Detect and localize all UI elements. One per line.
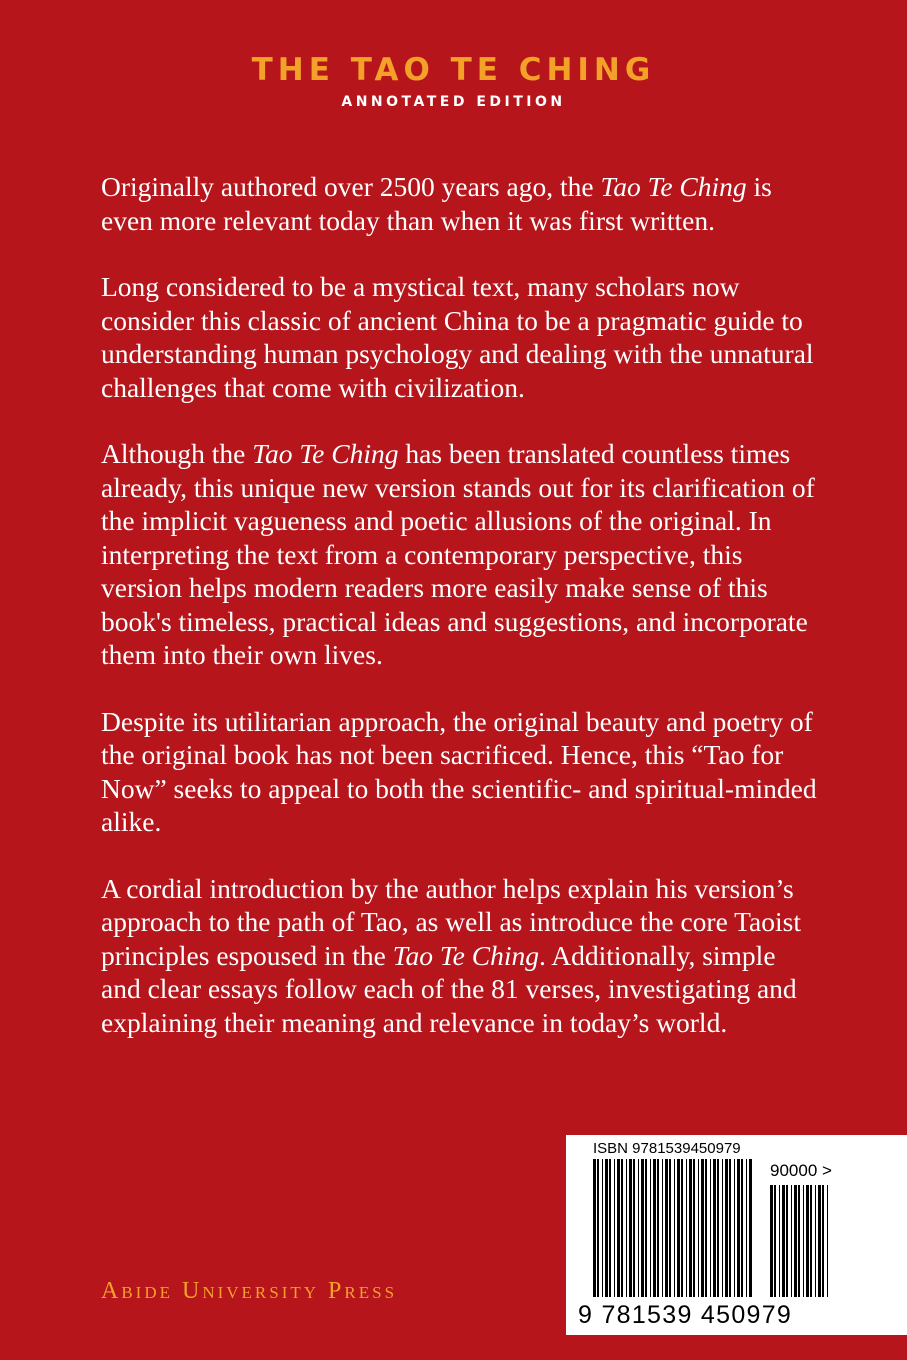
barcode-bar: [779, 1185, 780, 1297]
barcode-bar: [701, 1159, 704, 1297]
text-run: . Additionally, simple and clear essays follow each of the 81 verses, investigating and explaining their meaning and relevance in today’s world.: [101, 939, 797, 1038]
text-run: Originally authored over 2500 years ago, the: [101, 171, 601, 202]
barcode-bar: [717, 1159, 719, 1297]
barcode-bar: [818, 1185, 821, 1297]
text-run: A cordial introduction by the author helps explain his version’s approach to the path of Tao, as well as introduce the core Taoist principles espoused in the: [101, 872, 801, 971]
blurb-paragraph: [101, 872, 821, 1040]
isbn-digits: 9 781539 450979: [578, 1301, 793, 1329]
barcode-bar: [741, 1159, 743, 1297]
isbn-barcode: [566, 1135, 907, 1335]
barcode-bar: [665, 1159, 668, 1297]
barcode-bar: [689, 1159, 692, 1297]
barcode-bar: [621, 1159, 623, 1297]
blurb-paragraph: [101, 170, 821, 237]
barcode-bar: [653, 1159, 656, 1297]
italic-title-run: Tao Te Ching: [600, 171, 747, 202]
publisher-name: Abide University Press: [101, 1278, 398, 1304]
barcode-bar: [770, 1185, 773, 1297]
barcode-bar: [705, 1159, 707, 1297]
barcode-bar: [593, 1159, 596, 1297]
barcode-bar: [782, 1185, 785, 1297]
barcode-bar: [722, 1159, 723, 1297]
barcode-bar: [803, 1185, 804, 1297]
barcode-bar: [645, 1159, 647, 1297]
barcode-bar: [794, 1185, 797, 1297]
barcode-bar: [662, 1159, 663, 1297]
blurb-paragraph: [101, 705, 821, 839]
barcode-bar: [641, 1159, 644, 1297]
barcode-bar: [698, 1159, 699, 1297]
text-run: Long considered to be a mystical text, many scholars now consider this classic of ancient China to be a pragmatic guide to understanding human psychology and dealing with the unnatural challenges that come with civilization.: [101, 271, 814, 403]
text-run: has been translated countless times already, this unique new version stands out for its clarification of the implicit vagueness and poetic allusions of the original. In interpreting the text from a contemporary perspective, this version helps modern readers more easily make sense of this book's timeless, practical ideas and suggestions, and incorporate them into their own lives.: [101, 438, 815, 670]
barcode-bar: [597, 1159, 599, 1297]
barcode-bar: [693, 1159, 695, 1297]
blurb-paragraph: [101, 437, 821, 672]
barcode-bar: [815, 1185, 816, 1297]
barcode-bar: [626, 1159, 627, 1297]
barcode-bar: [822, 1185, 824, 1297]
barcode-bar: [605, 1159, 608, 1297]
blurb-paragraph: [101, 270, 821, 404]
barcode-bar: [669, 1159, 671, 1297]
barcode-bar: [614, 1159, 615, 1297]
barcode-bar: [791, 1185, 792, 1297]
barcode-bar: [746, 1159, 747, 1297]
barcode-bar: [806, 1185, 809, 1297]
barcode-bar: [677, 1159, 680, 1297]
barcode-bar: [734, 1159, 735, 1297]
barcode-bar: [602, 1159, 603, 1297]
barcode-bar: [633, 1159, 635, 1297]
text-run: is even more relevant today than when it was first written.: [101, 171, 772, 236]
italic-title-run: Tao Te Ching: [392, 939, 539, 971]
barcode-bar: [827, 1185, 828, 1297]
book-subtitle: ANNOTATED EDITION: [341, 94, 566, 110]
book-title: THE TAO TE CHING: [251, 52, 656, 88]
barcode-bar: [786, 1185, 788, 1297]
barcode-bar: [729, 1159, 731, 1297]
barcode-bar: [810, 1185, 812, 1297]
barcode-bar: [617, 1159, 620, 1297]
barcode-bar: [674, 1159, 675, 1297]
barcode-bar: [638, 1159, 639, 1297]
price-code: 90000 >: [770, 1161, 832, 1180]
barcode-bar: [609, 1159, 611, 1297]
barcode-bar: [725, 1159, 728, 1297]
barcode-bar: [774, 1185, 776, 1297]
text-run: Despite its utilitarian approach, the original beauty and poetry of the original book has not been sacrificed. Hence, this “Tao for Now” seeks to appeal to both the scientific- and spiritual-minded alike.: [101, 705, 817, 837]
barcode-bar: [686, 1159, 687, 1297]
barcode-bar: [681, 1159, 683, 1297]
italic-title-run: Tao Te Ching: [252, 438, 399, 469]
barcode-bar: [749, 1159, 752, 1297]
barcode-bar: [650, 1159, 651, 1297]
barcode-bar: [710, 1159, 711, 1297]
barcode-bar: [713, 1159, 716, 1297]
blurb-text: [101, 170, 821, 1072]
text-run: Although the: [101, 438, 253, 469]
barcode-bar: [737, 1159, 740, 1297]
barcode-bar: [629, 1159, 632, 1297]
isbn-label: ISBN 9781539450979: [593, 1140, 741, 1157]
barcode-bar: [657, 1159, 659, 1297]
barcode-bar: [798, 1185, 800, 1297]
